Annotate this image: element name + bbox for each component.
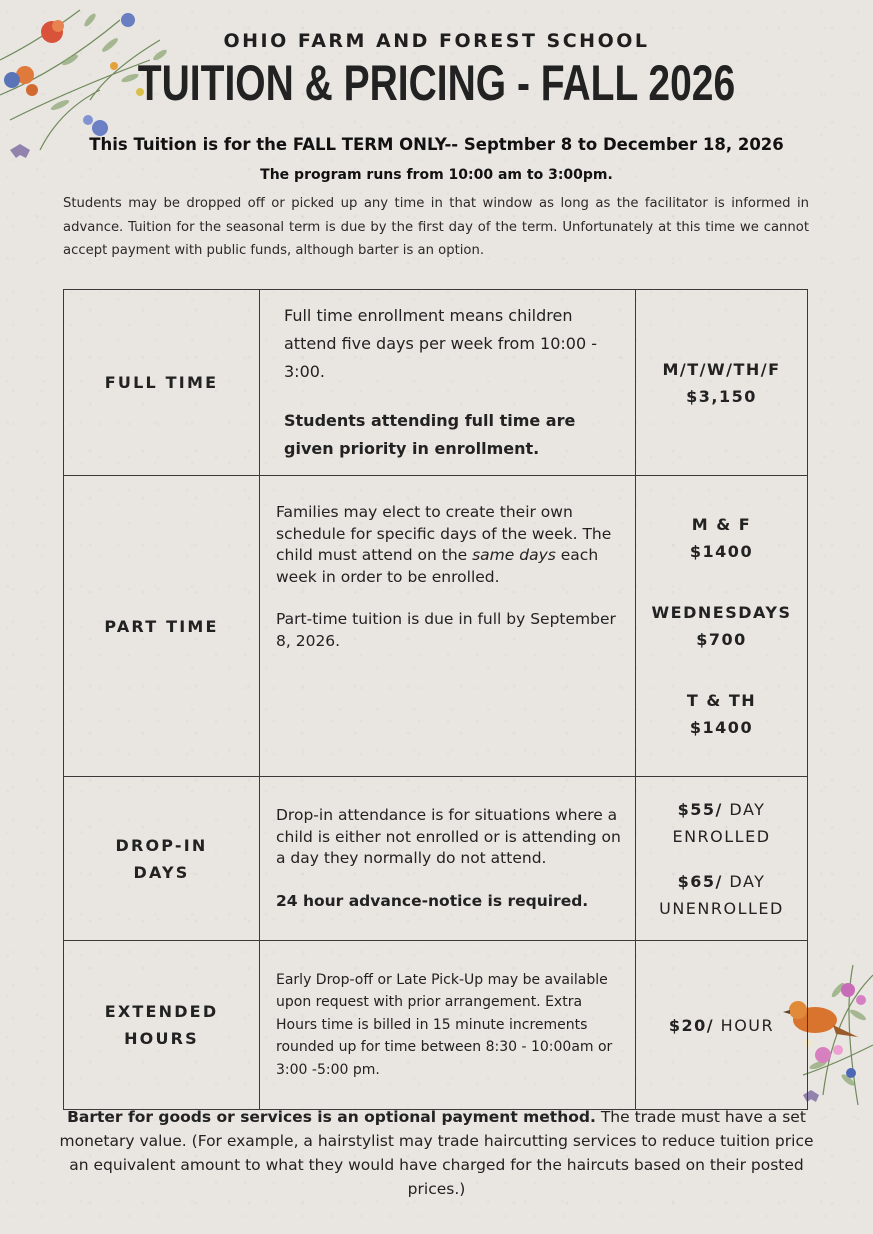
extended-rate: $20/ HOUR bbox=[668, 1015, 775, 1035]
table-row-drop-in bbox=[64, 777, 808, 941]
option-days: T & TH bbox=[686, 691, 757, 710]
page-title: TUITION & PRICING - FALL 2026 bbox=[137, 55, 736, 111]
row-label-drop-in: DROP-IN DAYS bbox=[64, 777, 260, 941]
table-row-part-time bbox=[64, 476, 808, 777]
row-price-full-time bbox=[636, 290, 808, 476]
row-description-extended bbox=[260, 941, 636, 1110]
pricing-table bbox=[63, 289, 808, 1110]
option-days: WEDNESDAYS bbox=[651, 603, 792, 622]
unenrolled-label: UNENROLLED bbox=[659, 898, 784, 918]
option-price: $1400 bbox=[689, 542, 754, 561]
row-price-drop-in bbox=[636, 777, 808, 941]
row-price-part-time bbox=[636, 476, 808, 777]
drop-in-description: Drop-in attendance is for situations where a child is either not enrolled or is attending on a day they normally do not attend. bbox=[276, 806, 621, 867]
table-row-extended bbox=[64, 941, 808, 1110]
row-label-part-time: PART TIME bbox=[64, 476, 260, 777]
row-label-full-time: FULL TIME bbox=[64, 290, 260, 476]
unenrolled-rate: $65/ DAY bbox=[677, 871, 766, 891]
table-row-full-time bbox=[64, 290, 808, 476]
barter-note: Barter for goods or services is an optional payment method. The trade must have a set monetary value. (For example, a hairstylist may trade haircutting services to reduce tuition price an equivalent amount to what they would have charged for the haircuts based on their posted prices.) bbox=[59, 1108, 814, 1198]
part-time-description: Families may elect to create their own schedule for specific days of the week. The child must attend on the same days each week in order to be enrolled. bbox=[276, 503, 612, 586]
school-name: OHIO FARM AND FOREST SCHOOL bbox=[223, 30, 650, 52]
option-price: $700 bbox=[696, 630, 747, 649]
term-subtitle: This Tuition is for the FALL TERM ONLY-- Septmber 8 to December 18, 2026 bbox=[89, 135, 784, 154]
row-label-extended: EXTENDED HOURS bbox=[64, 941, 260, 1110]
full-time-priority-note: Students attending full time are given priority in enrollment. bbox=[284, 411, 576, 458]
full-time-description: Full time enrollment means children attend five days per week from 10:00 - 3:00. bbox=[284, 306, 597, 381]
row-description-full-time bbox=[260, 290, 636, 476]
enrolled-label: ENROLLED bbox=[672, 826, 771, 846]
program-hours: The program runs from 10:00 am to 3:00pm. bbox=[260, 167, 613, 183]
full-time-days: M/T/W/TH/F bbox=[662, 359, 781, 379]
option-price: $1400 bbox=[689, 718, 754, 737]
part-time-due-note: Part-time tuition is due in full by September 8, 2026. bbox=[276, 610, 616, 650]
option-days: M & F bbox=[691, 515, 752, 534]
drop-in-notice: 24 hour advance-notice is required. bbox=[276, 891, 589, 910]
extended-description: Early Drop-off or Late Pick-Up may be available upon request with prior arrangement. Extra Hours time is billed in 15 minute increments rounded up for time between 8:30 - 10:00am or 3:00 -5:00 pm. bbox=[276, 971, 613, 1078]
full-time-price: $3,150 bbox=[686, 386, 757, 406]
row-description-drop-in bbox=[260, 777, 636, 941]
row-price-extended bbox=[636, 941, 808, 1110]
intro-paragraph: Students may be dropped off or picked up any time in that window as long as the facilitator is informed in advance. Tuition for the seasonal term is due by the first day of the term. Unfortunately at this time we cannot accept payment with public funds, although barter is an option. bbox=[63, 196, 809, 258]
row-description-part-time bbox=[260, 476, 636, 777]
enrolled-rate: $55/ DAY bbox=[677, 799, 766, 819]
